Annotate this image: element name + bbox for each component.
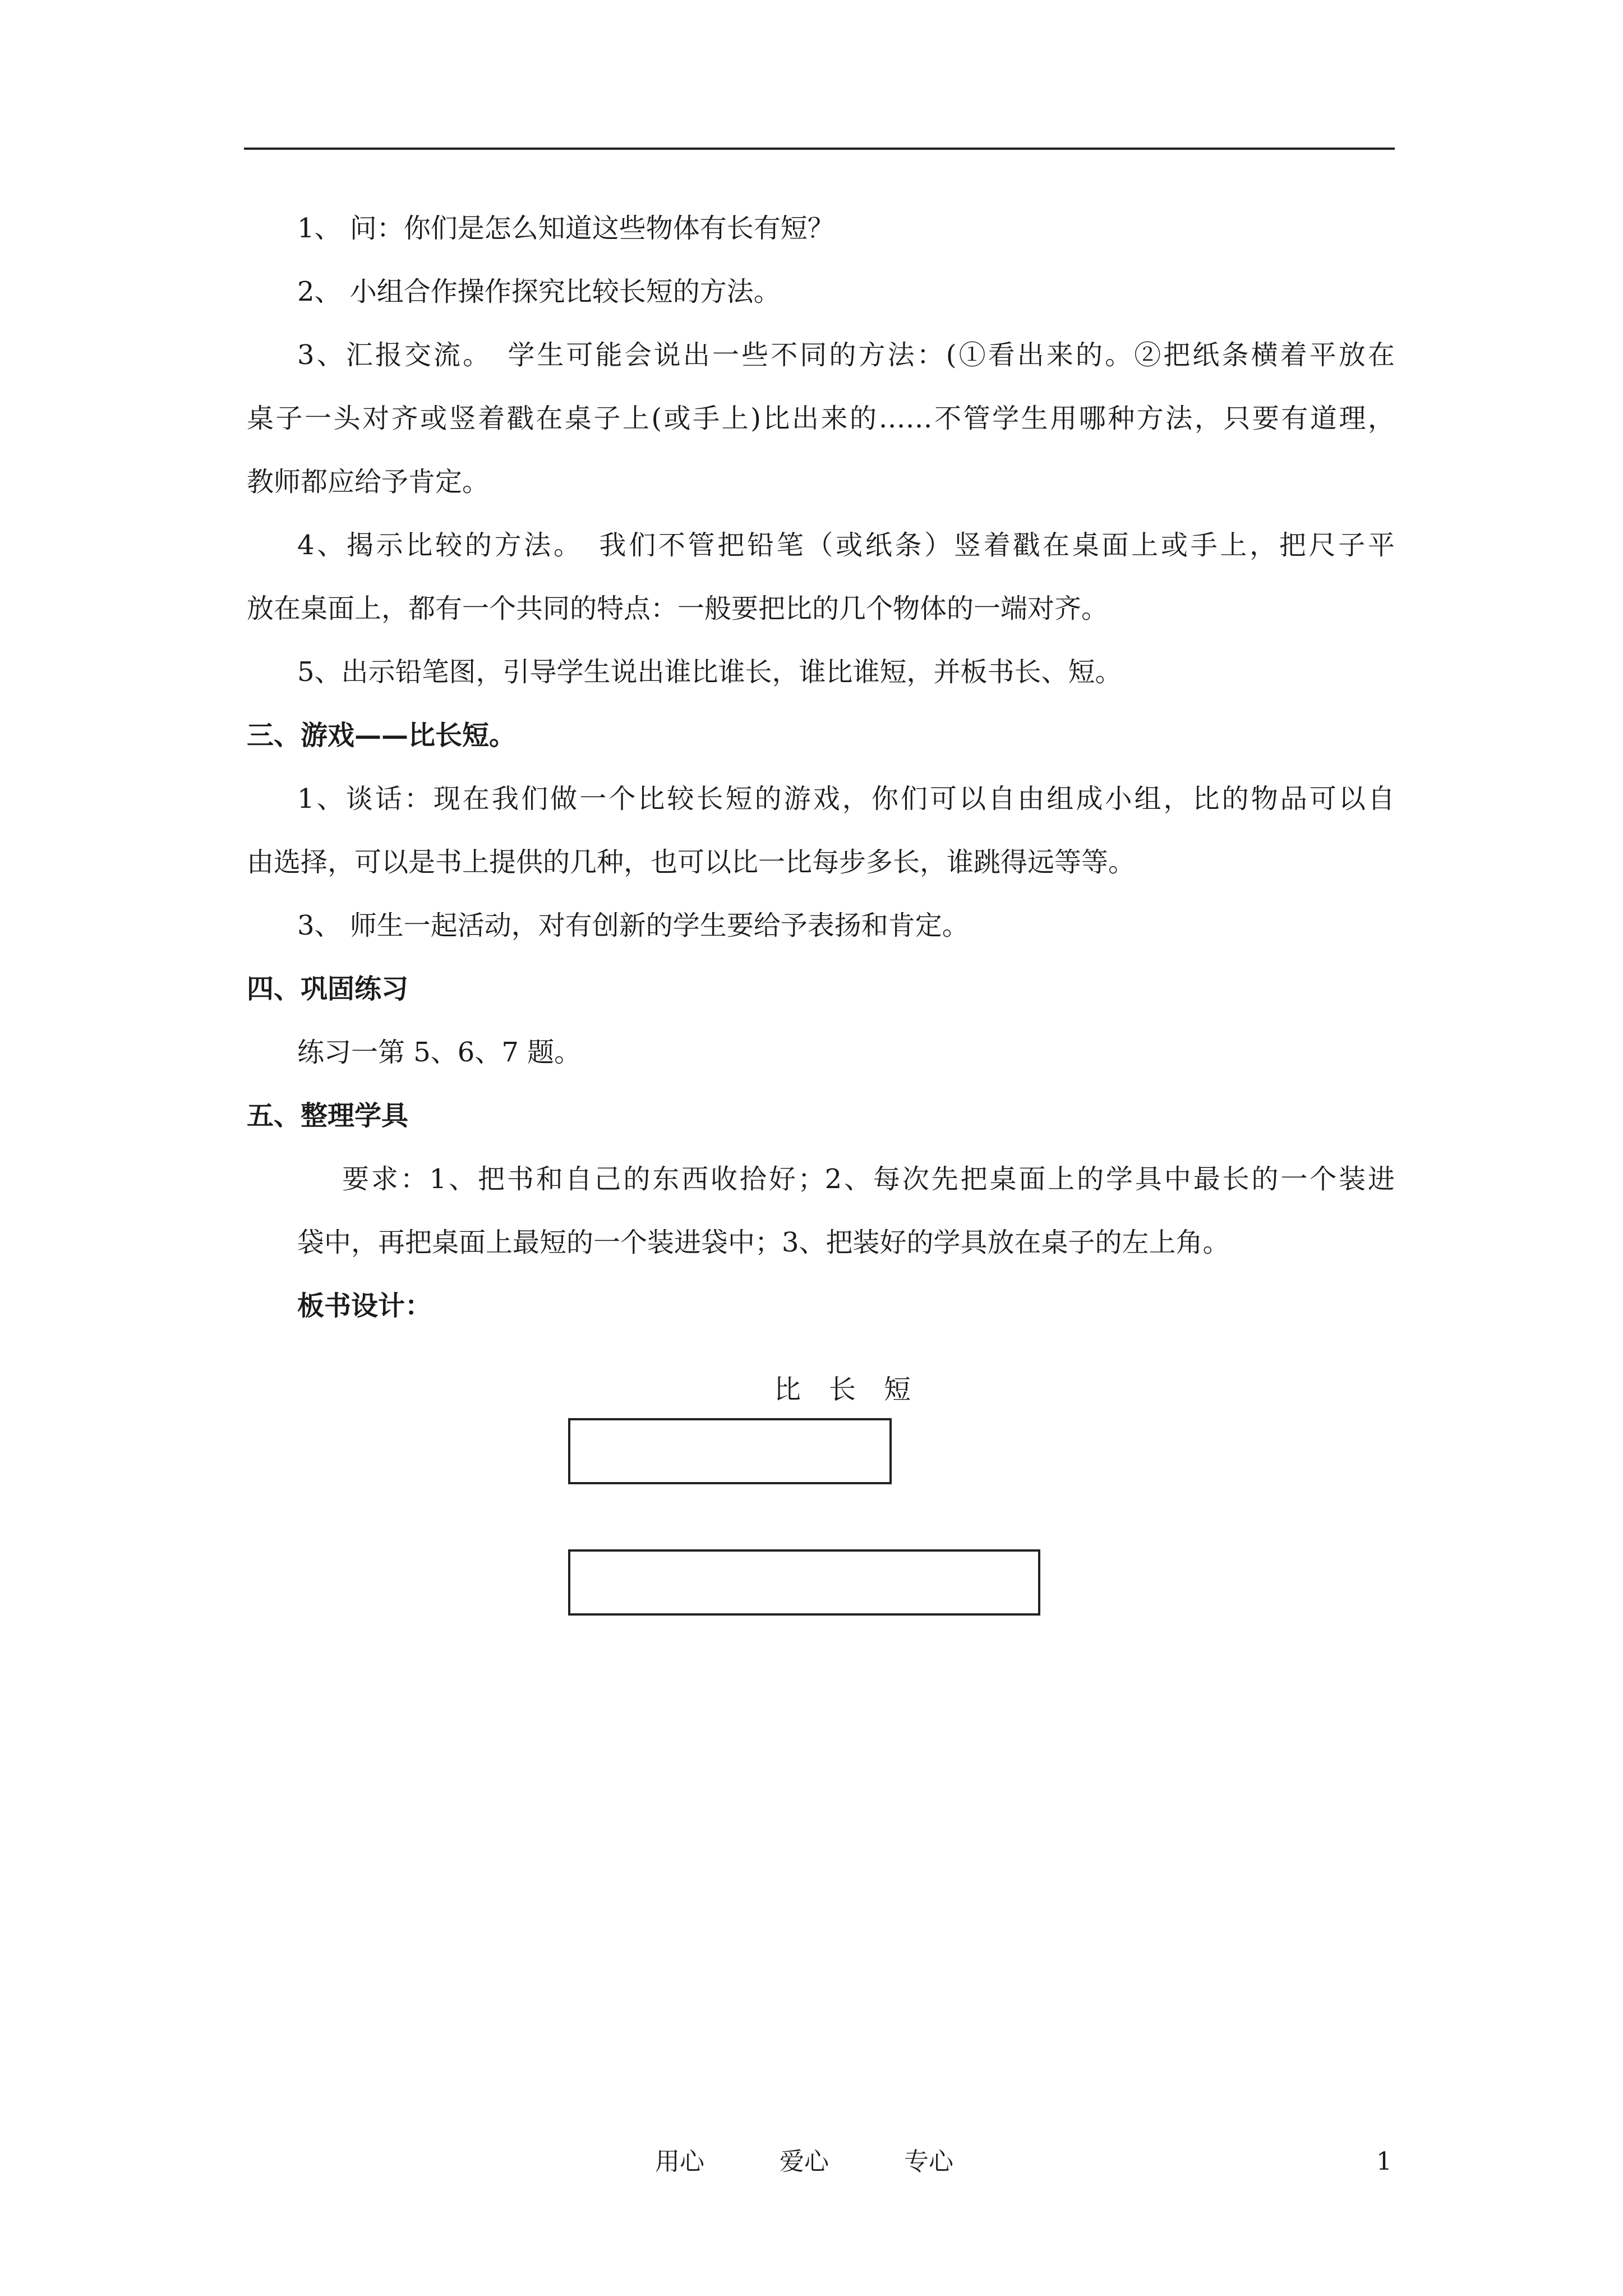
header-rule — [244, 148, 1395, 150]
game-line-1: 1、谈话：现在我们做一个比较长短的游戏，你们可以自由组成小组，比的物品可以自 — [297, 783, 1395, 815]
practice-line: 练习一第 5、6、7 题。 — [297, 1037, 582, 1068]
page-number: 1 — [1376, 2147, 1392, 2176]
footer-motto-1: 用心 — [655, 2147, 704, 2176]
method-line-4: 4、揭示比较的方法。 我们不管把铅笔（或纸条）竖着戳在桌面上或手上，把尺子平 — [297, 530, 1395, 561]
pencil-line-5: 5、出示铅笔图，引导学生说出谁比谁长，谁比谁短，并板书长、短。 — [297, 656, 1122, 688]
method-line-4-cont: 放在桌面上，都有一个共同的特点：一般要把比的几个物体的一端对齐。 — [247, 593, 1109, 624]
game-line-1-cont: 由选择，可以是书上提供的几种，也可以比一比每步多长，谁跳得远等等。 — [247, 846, 1136, 878]
tidy-line-2: 袋中，再把桌面上最短的一个装进袋中；3、把装好的学具放在桌子的左上角。 — [297, 1227, 1230, 1258]
short-strip-box — [568, 1418, 892, 1484]
game-line-3: 3、 师生一起活动，对有创新的学生要给予表扬和肯定。 — [297, 910, 969, 941]
board-design-label: 板书设计： — [297, 1290, 432, 1322]
section-heading-practice: 四、巩固练习 — [247, 973, 409, 1005]
footer-motto-2: 爱心 — [780, 2147, 829, 2176]
footer-motto-3: 专心 — [904, 2147, 953, 2176]
footer-motto — [655, 2146, 1021, 2178]
group-work-line-2: 2、 小组合作操作探究比较长短的方法。 — [297, 276, 781, 307]
question-line-1: 1、 问：你们是怎么知道这些物体有长有短？ — [297, 213, 834, 244]
report-line-3: 3、汇报交流。 学生可能会说出一些不同的方法：(①看出来的。②把纸条横着平放在 — [297, 339, 1395, 371]
report-line-3-end: 教师都应给予肯定。 — [247, 466, 490, 498]
board-title: 比长短 — [774, 1374, 939, 1405]
tidy-line-1: 要求：1、把书和自己的东西收拾好；2、每次先把桌面上的学具中最长的一个装进 — [342, 1163, 1395, 1195]
section-heading-tidy: 五、整理学具 — [247, 1100, 409, 1131]
report-line-3-cont: 桌子一头对齐或竖着戳在桌子上(或手上)比出来的……不管学生用哪种方法，只要有道理， — [247, 403, 1395, 434]
section-heading-game: 三、游戏——比长短。 — [247, 720, 517, 751]
long-strip-box — [568, 1549, 1040, 1616]
